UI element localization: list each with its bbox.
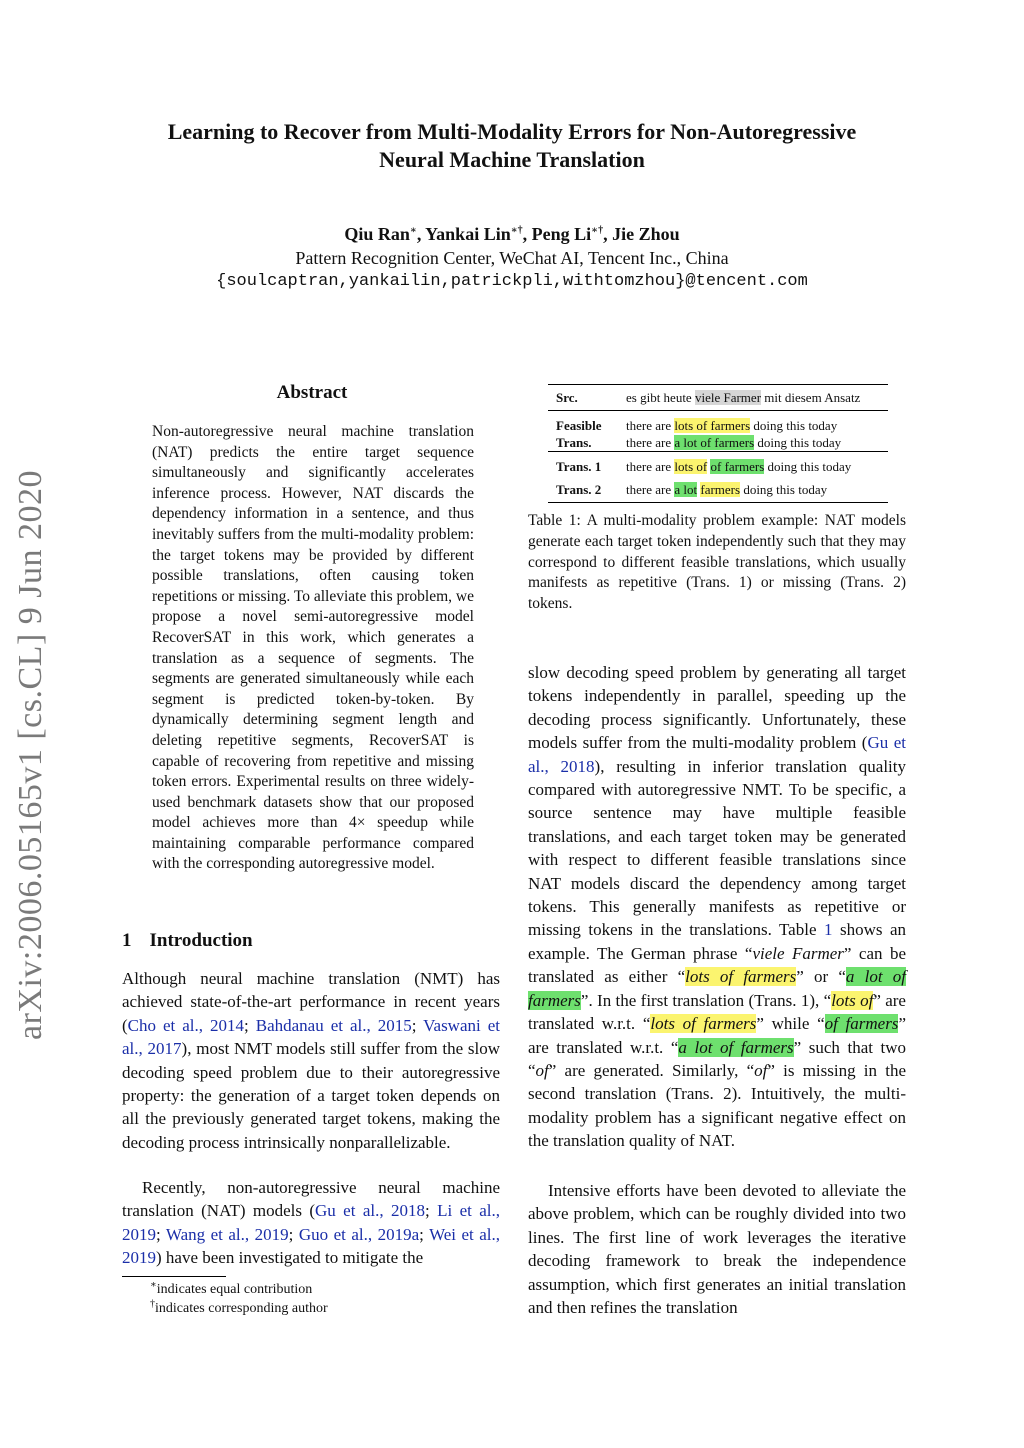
highlight-green: a lot of farmers xyxy=(678,1037,794,1057)
highlight-green: a lot of farmers xyxy=(528,967,906,1010)
right-paragraph-1 xyxy=(528,661,906,1153)
text-span: there are xyxy=(626,482,675,497)
citation-link[interactable]: Wang et al., 2019 xyxy=(165,1224,289,1244)
text-span: doing this today xyxy=(764,459,852,474)
highlight-green: of farmers xyxy=(710,459,765,474)
row-label xyxy=(548,452,618,482)
row-label xyxy=(548,411,618,452)
text-span: ; xyxy=(424,1201,438,1221)
author-2: Yankai Lin xyxy=(425,224,511,244)
author-block xyxy=(100,222,924,294)
citation-link[interactable]: Vaswani et al., 2017 xyxy=(122,1015,500,1059)
highlight-yellow: lots of xyxy=(831,990,874,1010)
section-number: 1 xyxy=(122,930,132,951)
text-span: ” can be translated as either “ xyxy=(528,943,907,987)
label-line: Trans. 1 xyxy=(556,459,602,474)
text-span: slow decoding speed problem by generating all target tokens independently in parallel, speeding up the decoding process significantly. Unfortunately, these models suffer from the multi-modality problem ( xyxy=(528,663,906,753)
text-span: ” is missing in the second translation (Trans. 2). Intuitively, the multi-modality problem has a significant negative effect on the translation quality of NAT. xyxy=(528,1060,906,1151)
text-span: ) have been investigated to mitigate the xyxy=(156,1248,424,1268)
text-span: ” are translated w.r.t. “ xyxy=(528,990,906,1034)
highlight-green: a lot xyxy=(674,482,698,497)
abstract-heading: Abstract xyxy=(276,382,348,403)
author-3: Peng Li xyxy=(531,224,592,244)
author-3-mark: ∗† xyxy=(591,225,604,236)
label-line: Feasible xyxy=(556,418,602,433)
paper-title xyxy=(100,118,924,174)
text-span: ), resulting in inferior translation quality compared with autoregressive NMT. To be specific, a source sentence may have multiple feasible translations, and each target token may be generated with respect to different feasible translations since NAT models discard the dependency among target tokens. This generally manifests as repetitive or missing tokens in the translations. Table xyxy=(528,756,906,940)
row-text xyxy=(618,481,888,503)
text-span: ”. In the first translation (Trans. 1), “ xyxy=(580,990,832,1010)
text-span: ; xyxy=(288,1224,299,1244)
highlight-yellow: lots of xyxy=(674,459,708,474)
affiliation: Pattern Recognition Center, WeChat AI, Tencent Inc., China xyxy=(295,248,729,268)
footnote-divider xyxy=(122,1276,226,1277)
footnote-text: indicates equal contribution xyxy=(156,1282,313,1297)
emphasis: of xyxy=(754,1060,768,1080)
example-table xyxy=(548,384,888,503)
text-span: ), most NMT models still suffer from the slow decoding speed problem due to their autoregressive property: the generation of a target token depends on all the previously generated target tokens, making the decoding process intrinsically nonparallelizable. xyxy=(122,1039,500,1152)
highlight-gray: viele Farmer xyxy=(694,390,762,405)
citation-link[interactable]: Cho et al., 2014 xyxy=(127,1015,245,1035)
text-span: doing this today xyxy=(750,418,838,433)
arxiv-watermark: arXiv:2006.05165v1 [cs.CL] 9 Jun 2020 xyxy=(12,469,49,1040)
highlight-yellow: lots of farmers xyxy=(685,967,797,987)
text-span: ; xyxy=(411,1015,424,1035)
text-span: mit diesem Ansatz xyxy=(761,390,861,405)
citation-link[interactable]: Li et al., 2019 xyxy=(122,1201,500,1244)
table-row-trans1 xyxy=(548,452,888,482)
text-span: there are xyxy=(626,435,675,450)
intro-paragraph-2 xyxy=(122,1176,500,1270)
table-row-src xyxy=(548,385,888,411)
citation-link[interactable]: Gu et al., 2018 xyxy=(315,1201,425,1221)
section-title: Introduction xyxy=(149,930,253,951)
footnote-mark: ∗ xyxy=(150,1279,157,1291)
citation-link[interactable]: Gu et al., 2018 xyxy=(528,733,906,776)
highlight-yellow: farmers xyxy=(700,482,741,497)
text-span: ” while “ xyxy=(756,1014,825,1034)
feasible-translation-2 xyxy=(626,434,888,451)
footnote-1 xyxy=(150,1280,490,1299)
row-label: Src. xyxy=(548,385,618,411)
text-span: ” are translated w.r.t. “ xyxy=(528,1014,907,1057)
title-line-1: Learning to Recover from Multi-Modality Errors for Non-Autoregressive xyxy=(167,119,857,144)
table-row-feasible xyxy=(548,411,888,452)
table-reference-link[interactable]: 1 xyxy=(823,920,833,940)
feasible-translation-1 xyxy=(626,417,888,434)
footnote-text: indicates corresponding author xyxy=(155,1301,328,1316)
highlight-yellow: lots of farmers xyxy=(674,418,751,433)
table-caption: Table 1: A multi-modality problem example: NAT models generate each target token independently such that they may correspond to different feasible translations, which usually manifests as repetitive (Trans. 1) or missing (Trans. 2) tokens. xyxy=(528,512,906,613)
author-1-mark: ∗ xyxy=(409,225,417,236)
text-span: shows an example. The German phrase “ xyxy=(528,920,906,963)
text-span: ” such that two “ xyxy=(528,1037,907,1080)
text-span: Recently, non-autoregressive neural machine translation (NAT) models ( xyxy=(122,1178,500,1221)
text-span: ; xyxy=(244,1015,256,1035)
author-4: Jie Zhou xyxy=(612,224,680,244)
author-1: Qiu Ran xyxy=(344,224,410,244)
emphasis: viele Farmer xyxy=(752,943,844,963)
highlight-green: of farmers xyxy=(824,1014,899,1034)
text-span: doing this today xyxy=(740,482,828,497)
abstract-body: Non-autoregressive neural machine translation (NAT) predicts the entire target sequence simultaneously and significantly accelerates inference process. However, NAT discards the dependency information in a sentence, and thus inevitably suffers from the multi-modality problem: the target tokens may be provided by different possible translations, often causing token repetitions or missing. To alleviate this problem, we propose a novel semi-autoregressive model RecoverSAT in this work, which generates a translation as a sequence of segments. The segments are generated simultaneously while each segment is predicted token-by-token. By dynamically determining segment length and deleting repetitive segments, RecoverSAT is capable of recovering from repetitive and missing token errors. Experimental results on three widely-used benchmark datasets show that our proposed model achieves more than 4× speedup while maintaining comparable performance compared with the corresponding autoregressive model. xyxy=(152,423,474,873)
text-span: ” are generated. Similarly, “ xyxy=(548,1060,755,1080)
row-text xyxy=(618,411,888,452)
text-span: ; xyxy=(419,1224,430,1244)
citation-link[interactable]: Bahdanau et al., 2015 xyxy=(255,1015,412,1035)
email: {soulcaptran,yankailin,patrickpli,withtomzhou}@tencent.com xyxy=(216,272,808,291)
row-text xyxy=(618,452,888,482)
right-paragraph-2: Intensive efforts have been devoted to alleviate the above problem, which can be roughly divided into two lines. The first line of work leverages the iterative decoding framework to break the independence assumption, which first generates an initial translation and then refines the translation xyxy=(528,1181,906,1318)
highlight-green: a lot of farmers xyxy=(674,435,755,450)
text-span: ; xyxy=(156,1224,166,1244)
title-line-2: Neural Machine Translation xyxy=(379,147,645,172)
emphasis: of xyxy=(535,1060,549,1080)
highlight-yellow: lots of farmers xyxy=(650,1014,757,1034)
row-label: Trans. 2 xyxy=(548,481,618,503)
author-names: Qiu Ran∗, Yankai Lin∗†, Peng Li∗†, Jie Zhou xyxy=(344,224,680,244)
intro-paragraph-1 xyxy=(122,967,500,1154)
author-2-mark: ∗† xyxy=(510,225,523,236)
text-span: ” or “ xyxy=(796,967,846,987)
text-span: there are xyxy=(626,459,675,474)
footnotes xyxy=(150,1280,490,1318)
text-span: Although neural machine translation (NMT) has achieved state-of-the-art performance in recent years ( xyxy=(122,969,500,1035)
citation-link[interactable]: Guo et al., 2019a xyxy=(298,1224,420,1244)
footnote-mark: † xyxy=(150,1298,155,1310)
label-line: Trans. xyxy=(556,435,592,450)
section-heading-introduction xyxy=(122,930,253,952)
footnote-2 xyxy=(150,1299,490,1318)
text-span: doing this today xyxy=(754,435,842,450)
table-row-trans2 xyxy=(548,481,888,503)
citation-link[interactable]: Wei et al., 2019 xyxy=(122,1224,501,1268)
row-text xyxy=(618,385,888,411)
text-span: there are xyxy=(626,418,675,433)
text-span: es gibt heute xyxy=(626,390,695,405)
